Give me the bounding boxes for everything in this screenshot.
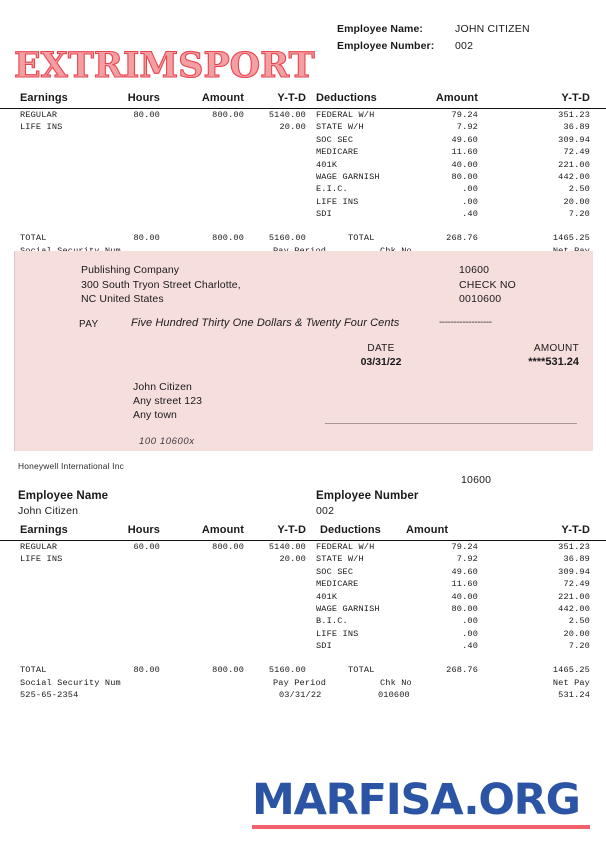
pay-table-bottom-body [0,542,606,654]
company-logo: EXTRIMSPORT [14,45,315,86]
deduction-amount: 7.92 [456,122,478,133]
deduction-ytd: 20.00 [563,196,590,207]
col-header-amount: Amount [201,92,244,104]
deduction-ytd: 20.00 [563,628,590,639]
table-row [0,629,606,641]
table-row [0,592,606,604]
earnings-ytd: 5140.00 [268,542,306,552]
deduction-name: E.I.C. [316,184,348,195]
deduction-amount: 40.00 [451,159,478,170]
table-row [0,616,606,628]
deduction-name: STATE W/H [316,554,364,565]
earnings-name: REGULAR [20,542,58,552]
earnings-total-amount: 800.00 [212,232,244,243]
earnings-hours: 60.00 [133,542,160,552]
check-number: 10600 [459,264,490,276]
check-date-label: DATE [367,343,395,354]
stub-company-line: Honeywell International Inc [18,461,124,471]
ssn-label-2: Social Security Num [20,677,121,688]
deductions-total-label: TOTAL [348,232,375,243]
deduction-name: 401K [316,591,338,602]
check-payee-name: John Citizen [133,381,192,393]
stub-employee-name-block [18,488,108,519]
pay-period-label-2: Pay Period [273,677,327,688]
deduction-ytd: 351.23 [558,110,590,120]
check-pay-dashes: ------------------ [439,317,492,328]
deduction-name: STATE W/H [316,122,364,133]
pay-table-bottom-meta-labels [0,678,606,690]
table-row [0,604,606,616]
deduction-amount: 80.00 [451,171,478,182]
check-company-name: Publishing Company [81,264,180,276]
earnings-total-hours-2: 80.00 [133,664,160,675]
earnings-hours: 80.00 [133,110,160,120]
stub-employee-number-label: Employee Number [316,490,419,502]
deduction-ytd: 36.89 [563,554,590,565]
col-header-hours: Hours [127,92,160,104]
deduction-name: B.I.C. [316,616,348,627]
employee-header [337,22,602,56]
pay-table-top-body [0,110,606,222]
pay-table-top [0,92,606,270]
earnings-ytd: 20.00 [279,554,306,565]
deduction-amount: .40 [462,209,478,220]
deductions-total-amount-2: 268.76 [446,664,478,675]
table-row [0,554,606,566]
table-row [0,542,606,554]
table-row [0,567,606,579]
deduction-name: MEDICARE [316,147,359,158]
chk-no-label-2: Chk No [380,677,412,688]
deduction-name: SDI [316,209,332,220]
deduction-amount: .00 [462,196,478,207]
stub-employee-name-label: Employee Name [18,490,109,502]
deductions-total-ytd-2: 1465.25 [552,664,590,675]
deduction-amount: .00 [462,184,478,195]
check-amount-value: ****531.24 [528,356,579,368]
table-row [0,122,606,134]
deduction-name: LIFE INS [316,628,359,639]
deductions-total-amount: 268.76 [446,232,478,243]
deduction-ytd: 442.00 [558,603,590,614]
deductions-total-label-2: TOTAL [348,664,375,675]
earnings-amount: 800.00 [212,542,244,552]
deduction-name: WAGE GARNISH [316,171,380,182]
deduction-ytd: 442.00 [558,171,590,182]
col-header-earnings-2: Earnings [20,524,68,536]
net-pay-value-2: 531.24 [558,689,590,700]
earnings-total-ytd: 5160.00 [268,232,306,243]
col-header-hours-2: Hours [127,524,160,536]
deduction-name: SOC SEC [316,566,354,577]
col-header-earnings: Earnings [20,92,68,104]
earnings-total-hours: 80.00 [133,232,160,243]
employee-name-label: Employee Name: [337,23,424,35]
check-payee-address-1: Any street 123 [133,395,203,407]
table-row [0,641,606,653]
earnings-name: REGULAR [20,110,58,120]
deduction-ytd: 7.20 [568,209,590,220]
deduction-name: SOC SEC [316,134,354,145]
table-row [0,209,606,221]
check-payee-address-2: Any town [133,409,177,421]
deduction-ytd: 309.94 [558,134,590,145]
employee-name-value: JOHN CITIZEN [455,23,530,35]
deduction-name: MEDICARE [316,579,359,590]
table-row [0,135,606,147]
pay-period-value-2: 03/31/22 [279,689,322,700]
earnings-ytd: 20.00 [279,122,306,133]
earnings-total-amount-2: 800.00 [212,664,244,675]
earnings-name: LIFE INS [20,554,63,565]
deduction-ytd: 2.50 [568,184,590,195]
col-header-d-ytd: Y-T-D [561,92,590,104]
deduction-name: WAGE GARNISH [316,603,380,614]
deduction-amount: .00 [462,628,478,639]
deduction-amount: 79.24 [451,542,478,552]
deduction-ytd: 72.49 [563,147,590,158]
check-number-block [459,263,516,307]
pay-table-bottom-meta-values [0,690,606,702]
table-row [0,579,606,591]
check-micr-line: 100 10600x [139,436,195,447]
employee-number-label: Employee Number: [337,40,435,52]
pay-table-top-header [0,92,606,109]
table-row [0,147,606,159]
deduction-amount: .40 [462,641,478,652]
employee-number-row [337,39,602,54]
marfisa-watermark [252,776,592,829]
pay-table-bottom-totals [0,665,606,678]
check-date-value: 03/31/22 [360,356,402,368]
deduction-amount: 11.60 [451,147,478,158]
table-row [0,172,606,184]
deduction-name: LIFE INS [316,196,359,207]
table-row [0,197,606,209]
check-company-address-2: NC United States [81,293,164,305]
pay-table-top-totals [0,233,606,246]
col-header-ytd-2: Y-T-D [277,524,306,536]
col-header-amount-2: Amount [201,524,244,536]
deduction-amount: 11.60 [451,579,478,590]
deduction-amount: 49.60 [451,566,478,577]
deduction-amount: 40.00 [451,591,478,602]
earnings-total-ytd-2: 5160.00 [268,664,306,675]
employee-name-row [337,22,602,37]
employee-number-value: 002 [455,40,474,52]
deduction-name: FEDERAL W/H [316,542,375,552]
marfisa-watermark-rule [252,825,590,829]
pay-table-bottom-header [0,524,606,541]
check-block [14,251,593,451]
stub-employee-number-block [316,488,418,519]
check-payee-block [133,380,202,422]
col-header-d-amount-2: Amount [406,524,449,536]
check-no-value: 0010600 [459,293,502,305]
marfisa-watermark-text: MARFISA.ORG [252,775,580,825]
earnings-total-label-2: TOTAL [20,664,47,675]
deduction-ytd: 221.00 [558,159,590,170]
earnings-amount: 800.00 [212,110,244,120]
check-no-label: CHECK NO [459,278,517,291]
check-amount-in-words: Five Hundred Thirty One Dollars & Twenty Four Cents [131,317,400,329]
pay-table-bottom [0,524,606,702]
earnings-name: LIFE INS [20,122,63,133]
check-company-address [81,263,241,307]
table-row [0,184,606,196]
deduction-ytd: 2.50 [568,616,590,627]
deduction-amount: 79.24 [451,110,478,120]
deduction-name: SDI [316,641,332,652]
table-row [0,160,606,172]
chk-no-value-2: 010600 [378,689,410,700]
check-pay-label: PAY [79,319,99,330]
stub-number: 10600 [461,474,492,486]
col-header-d-ytd-2: Y-T-D [561,524,590,536]
deduction-ytd: 351.23 [558,542,590,552]
deduction-ytd: 72.49 [563,579,590,590]
deduction-name: FEDERAL W/H [316,110,375,120]
stub-employee-name-value: John Citizen [18,505,79,517]
col-header-deductions: Deductions [316,92,377,104]
stub-employee-number-value: 002 [316,505,335,517]
check-amount-label: AMOUNT [533,343,579,354]
earnings-total-label: TOTAL [20,232,47,243]
col-header-d-amount: Amount [435,92,478,104]
deduction-amount: 7.92 [456,554,478,565]
net-pay-label-2: Net Pay [552,677,590,688]
deduction-amount: 80.00 [451,603,478,614]
earnings-ytd: 5140.00 [268,110,306,120]
deduction-ytd: 7.20 [568,641,590,652]
deduction-amount: .00 [462,616,478,627]
col-header-deductions-2: Deductions [320,524,381,536]
deductions-total-ytd: 1465.25 [552,232,590,243]
col-header-ytd: Y-T-D [277,92,306,104]
deduction-ytd: 221.00 [558,591,590,602]
deduction-ytd: 309.94 [558,566,590,577]
deduction-amount: 49.60 [451,134,478,145]
check-signature-line [325,423,577,424]
table-row [0,110,606,122]
deduction-name: 401K [316,159,338,170]
ssn-value-2: 525-65-2354 [20,689,79,700]
deduction-ytd: 36.89 [563,122,590,133]
check-company-address-1: 300 South Tryon Street Charlotte, [81,278,241,291]
